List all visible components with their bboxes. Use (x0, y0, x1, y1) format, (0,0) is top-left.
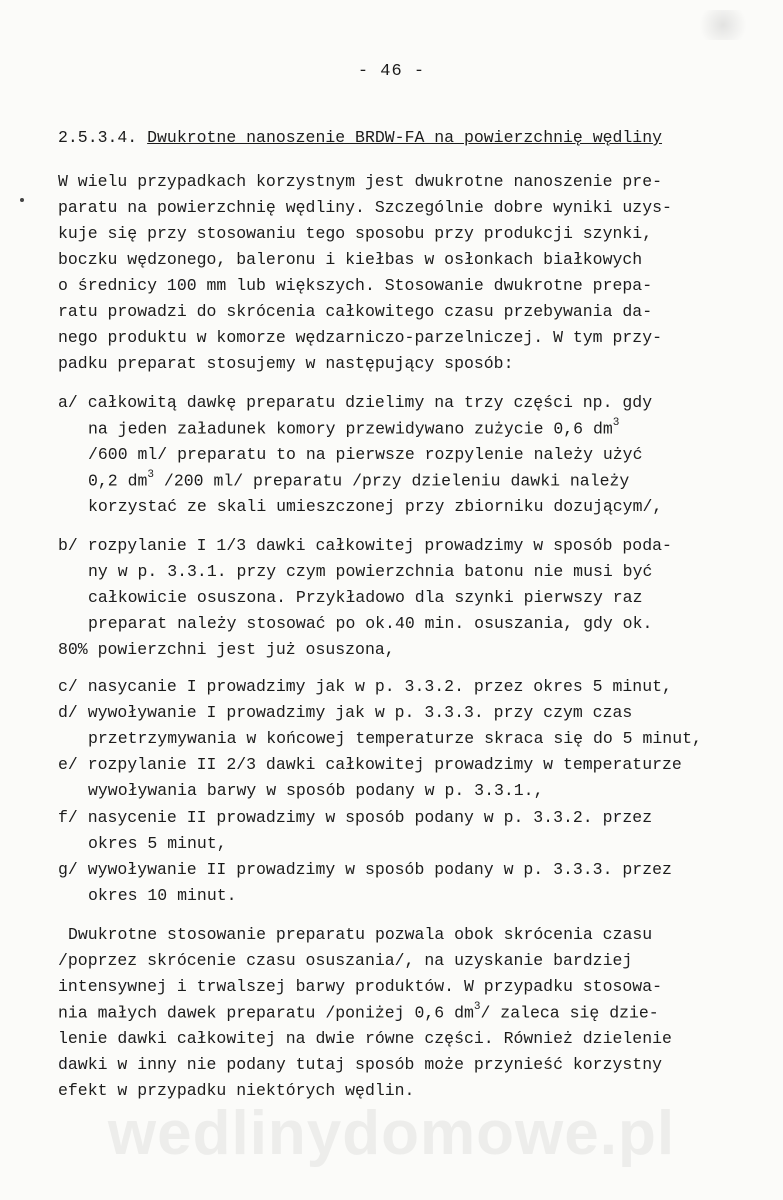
list-item-g: g/ wywoływanie II prowadzimy w sposób podany w p. 3.3.3. przez (58, 860, 672, 879)
text-line: paratu na powierzchnię wędliny. Szczególnie dobre wyniki uzys- (58, 198, 672, 217)
scan-smudge (693, 10, 753, 40)
text-line: o średnicy 100 mm lub większych. Stosowanie dwukrotne prepa- (58, 276, 653, 295)
section-heading (58, 128, 662, 147)
list-item-b-line: 80% powierzchni jest już osuszona, (58, 640, 395, 659)
list-item-b-line: całkowicie osuszona. Przykładowo dla szynki pierwszy raz (88, 588, 643, 607)
page-number: - 46 - (357, 62, 426, 81)
list-item-f-line: okres 5 minut, (88, 834, 227, 853)
section-number: 2.5.3.4. (58, 128, 138, 147)
watermark: wedlinydomowe.pl (107, 1099, 676, 1168)
list-item-b: b/ rozpylanie I 1/3 dawki całkowitej prowadzimy w sposób poda- (58, 536, 672, 555)
list-item-e: e/ rozpylanie II 2/3 dawki całkowitej prowadzimy w temperaturze (58, 755, 682, 774)
list-item-d-line: przetrzymywania w końcowej temperaturze skraca się do 5 minut, (88, 729, 702, 748)
section-title: Dwukrotne nanoszenie BRDW-FA na powierzchnię wędliny (147, 128, 663, 147)
closing-paragraph-line: Dwukrotne stosowanie preparatu pozwala obok skrócenia czasu (68, 925, 653, 944)
list-item-c: c/ nasycanie I prowadzimy jak w p. 3.3.2. przez okres 5 minut, (58, 677, 672, 696)
text-line: kuje się przy stosowaniu tego sposobu przy produkcji szynki, (58, 224, 653, 243)
list-item-b-line: preparat należy stosować po ok.40 min. osuszania, gdy ok. (88, 614, 653, 633)
closing-paragraph-line: efekt w przypadku niektórych wędlin. (58, 1081, 415, 1100)
text-line: ratu prowadzi do skrócenia całkowitego czasu przebywania da- (58, 302, 653, 321)
list-item-e-line: wywoływania barwy w sposób podany w p. 3.3.1., (88, 781, 544, 800)
list-item-b-line: ny w p. 3.3.1. przy czym powierzchnia batonu nie musi być (88, 562, 653, 581)
closing-paragraph-line: lenie dawki całkowitej na dwie równe części. Również dzielenie (58, 1029, 672, 1048)
list-item-g-line: okres 10 minut. (88, 886, 237, 905)
list-item-a: a/ całkowitą dawkę preparatu dzielimy na trzy części np. gdy (58, 393, 653, 412)
scan-dot (20, 198, 24, 202)
closing-paragraph-line: /poprzez skrócenie czasu osuszania/, na uzyskanie bardziej (58, 951, 633, 970)
list-item-d: d/ wywoływanie I prowadzimy jak w p. 3.3.3. przy czym czas (58, 703, 633, 722)
list-item-a-line: korzystać ze skali umieszczonej przy zbiorniku dozującym/, (88, 497, 663, 516)
closing-paragraph-line: intensywnej i trwalszej barwy produktów. W przypadku stosowa- (58, 977, 662, 996)
closing-paragraph-line: dawki w inny nie podany tutaj sposób może przynieść korzystny (58, 1055, 662, 1074)
text-line: padku preparat stosujemy w następujący sposób: (58, 354, 514, 373)
list-item-a-line: na jeden załadunek komory przewidywano zużycie 0,6 $dm^3$ (88, 417, 620, 439)
text-line: boczku wędzonego, baleronu i kiełbas w osłonkach białkowych (58, 250, 643, 269)
list-item-a-line: 0,2 $dm^3$ /200 ml/ preparatu /przy dzieleniu dawki należy (88, 469, 630, 491)
list-item-a-line: /600 ml/ preparatu to na pierwsze rozpylenie należy użyć (88, 445, 643, 464)
closing-paragraph-line: nia małych dawek preparatu /poniżej 0,6 $dm^3/$ zaleca się dzie- (58, 1001, 659, 1023)
text-line: W wielu przypadkach korzystnym jest dwukrotne nanoszenie pre- (58, 172, 662, 191)
text-line: nego produktu w komorze wędzarniczo-parzelniczej. W tym przy- (58, 328, 662, 347)
list-item-f: f/ nasycenie II prowadzimy w sposób podany w p. 3.3.2. przez (58, 808, 653, 827)
